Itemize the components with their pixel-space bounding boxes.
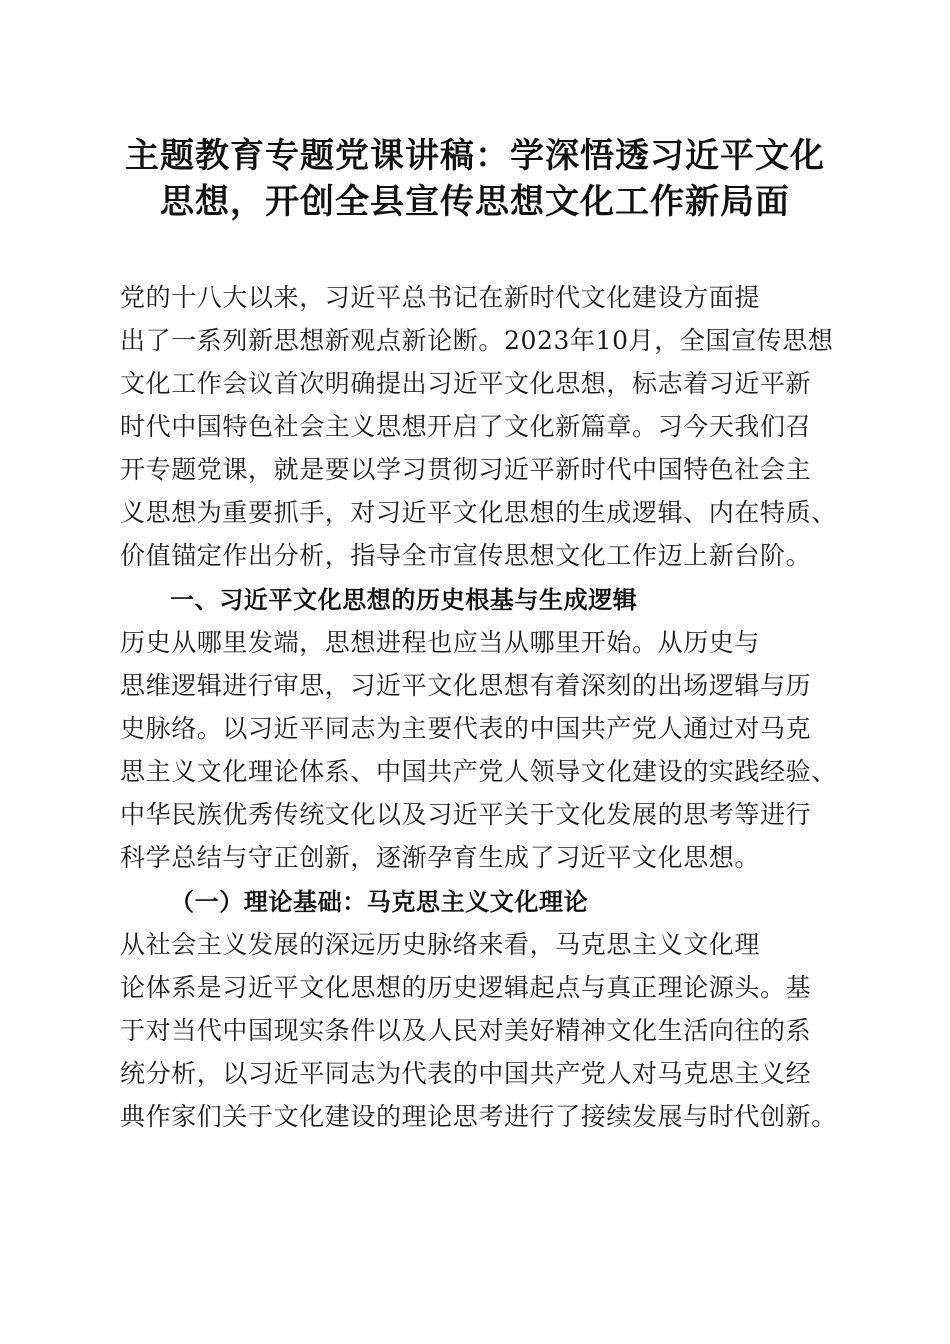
intro-line: 出了一系列新思想新观点新论断。2023年10月，全国宣传思想 [120,326,834,355]
intro-line: 文化工作会议首次明确提出习近平文化思想，标志着习近平新 [120,369,812,398]
subsection-line: 从社会主义发展的深远历史脉络来看，马克思主义文化理 [120,930,761,959]
title-line: 思想，开创全县宣传思想文化工作新局面 [160,182,790,222]
subsection-line: 论体系是习近平文化思想的历史逻辑起点与真正理论源头。基 [120,973,812,1002]
subsection-heading: （一）理论基础：马克思主义文化理论 [170,887,589,916]
document-title [100,133,850,225]
title-line: 主题教育专题党课讲稿：学深悟透习近平文化 [125,136,825,176]
section-line: 历史从哪里发端，思想进程也应当从哪里开始。从历史与 [120,628,761,657]
section-line: 科学总结与守正创新，逐渐孕育生成了习近平文化思想。 [120,843,761,872]
intro-line: 时代中国特色社会主义思想开启了文化新篇章。习今天我们召 [120,412,812,441]
intro-line: 义思想为重要抓手，对习近平文化思想的生成逻辑、内在特质、 [120,498,837,527]
subsection-line: 统分析，以习近平同志为代表的中国共产党人对马克思主义经 [120,1059,812,1088]
subsection-line: 于对当代中国现实条件以及人民对美好精神文化生活向往的系 [120,1016,812,1045]
intro-line: 价值锚定作出分析，指导全市宣传思想文化工作迈上新台阶。 [120,541,812,570]
section-line: 思维逻辑进行审思，习近平文化思想有着深刻的出场逻辑与历 [120,671,812,700]
intro-line: 开专题党课，就是要以学习贯彻习近平新时代中国特色社会主 [120,455,812,484]
intro-line: 党的十八大以来，习近平总书记在新时代文化建设方面提 [120,283,761,312]
section-line: 思主义文化理论体系、中国共产党人领导文化建设的实践经验、 [120,757,837,786]
section-line: 史脉络。以习近平同志为主要代表的中国共产党人通过对马克 [120,714,812,743]
section-heading: 一、习近平文化思想的历史根基与生成逻辑 [170,586,638,614]
section-line: 中华民族优秀传统文化以及习近平关于文化发展的思考等进行 [120,800,812,829]
subsection-line: 典作家们关于文化建设的理论思考进行了接续发展与时代创新。 [120,1102,837,1131]
